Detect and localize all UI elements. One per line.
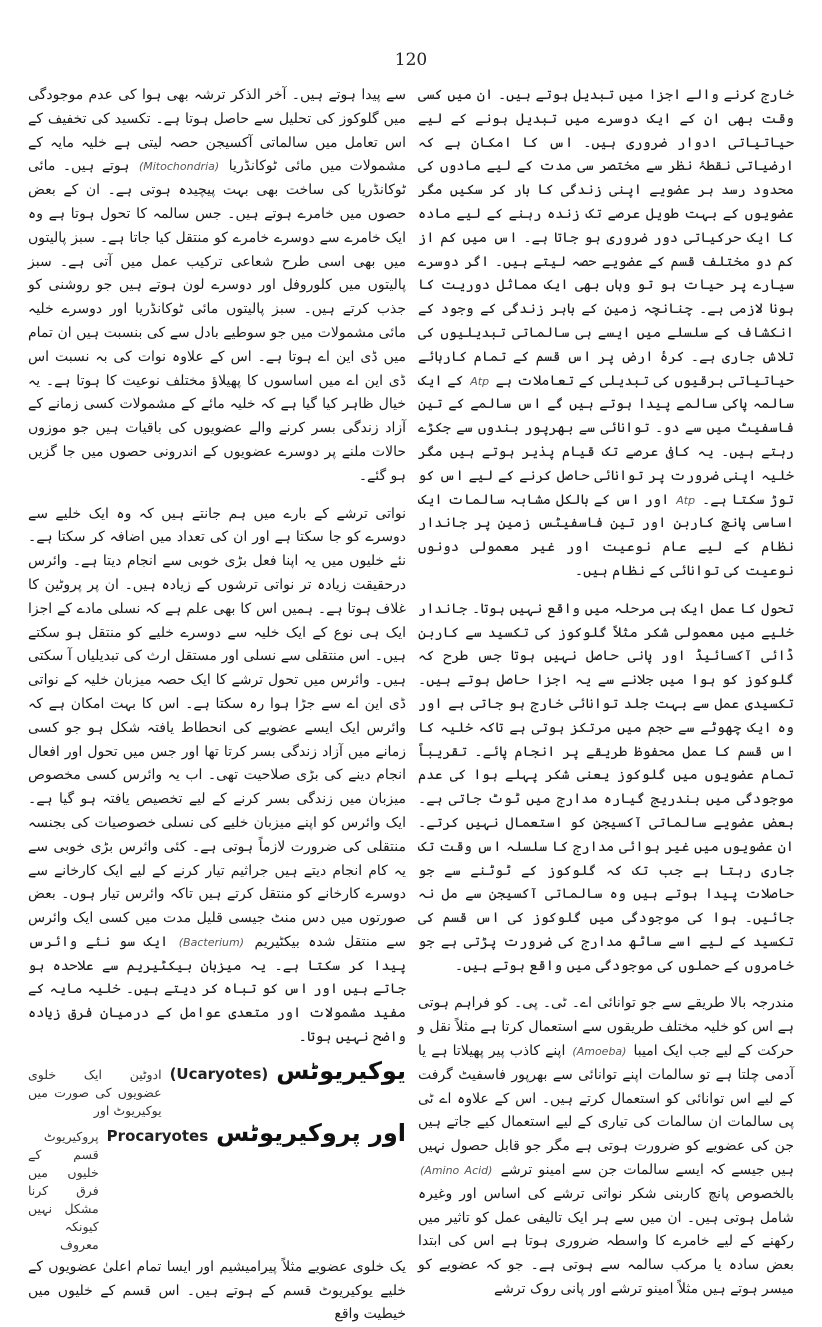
page-number: 120 [394,50,428,70]
paragraph-text: بالخصوص پانچ کاربنی شکر نواتی ترشے کی اساس اور وغیرہ شامل ہوتی ہیں۔ ان میں سے ہر ایک تالیفی عمل کو تاثیر میں رکھنے کے لیے خامرے کا واسطہ ضروری ہوتا ہے اس کی ابتدا بعض سادہ یا مرکب سالمہ سے ہوتی ہے۔ جو کہ عضویے کو میسر ہوتے ہیں مثلاً امینو ترشے اور پانی روک ترشے [418,1185,794,1298]
paragraph-text: اپنے کاذب پیر پھیلاتا ہے یا آدمی چلتا ہے تو سالمات اپنے توانائی سے بھرپور فاسفیٹ گرفت کے لیے اس توانائی کو استعمال کرتے ہیں۔ اس کے علاوہ اے ٹی پی سالمات ان سالمات کی تیاری کے لیے استعمال کیے جاتے ہیں جن کی عضویے کو ضرورت ہوتی ہے مگر جو قابل حصول نہیں ہیں جیسے کہ ایسے سالمات جن سے امینو ترشے [418,1043,794,1179]
heading-line [28,1056,406,1120]
heading-title: اور پروکیریوٹس [216,1118,406,1147]
term-label: Atp [676,493,696,507]
left-column [28,84,406,1327]
heading-term: (Ucaryotes) [169,1064,269,1083]
right-column [418,84,794,1302]
heading-side-text: پروکیریوٹ قسم کے خلیوں میں فرق کرنا مشکل نہیں کیونکہ معروف [28,1128,99,1252]
paragraph [418,992,794,1301]
paragraph-text: مندرجہ بالا طریقے سے جو توانائی اے۔ ٹی۔ پی۔ کو فراہم ہوتی ہے اس کو خلیہ مختلف طریقوں سے استعمال کرتا ہے مثلاً نقل و حرکت کے لیے جب ایک امیبا [418,995,794,1060]
paragraph-text: ہوتے ہیں۔ مائی ٹوکانڈریا کی ساخت بھی بہت پیچیدہ ہوتی ہے۔ ان کے بعض حصوں میں خامرے ہوتے ہیں۔ جس سالمہ کا تحول ہوتا ہے وہ ایک خامرے سے دوسرے خامرے کو منتقل کیا جاتا ہے۔ سبز پالیتوں میں بھی اسی طرح شعاعی ترکیب عمل میں آتی ہے۔ سبز پالیتوں میں کلوروفل اور دوسرے لون ہوتے ہیں جو روشنی کو جذب کرتے ہیں۔ سبز پالیتوں مائی ٹوکانڈریا اور دوسرے خلیہ مائی مشمولات میں جو سوطیے بادل سے کی بنسبت ہیں ان تمام میں ڈی این اے ہوتا ہے۔ اس کے علاوہ نوات کی بہ نسبت اس ڈی این اے میں اساسوں کا پھیلاؤ مختلف نوعیت کا ہوتا ہے۔ یہ خیال ظاہر کیا گیا ہے کہ خلیہ مائے کے مشمولات کسی زمانے کے آزاد زندگی بسر کرنے والے عضویوں کی باقیات ہیں جو موزوں حالات ملنے پر دوسرے عضویوں کے اندرونی حصوں میں جا گزیں ہو گئے۔ [28,158,406,484]
paragraph: تحول کا عمل ایک ہی مرحلہ میں واقع نہیں ہوتا۔ جاندار خلیے میں معمولی شکر مثلاً گلوکوز کی تکسید سے کاربن ڈائی آکسائیڈ اور پانی حاصل نہیں ہوتا جس طرح کہ گلوکوز کو ہوا میں جلانے سے یہ اجزا حاصل ہوتے ہیں۔ تکسیدی عمل سے بہت جلد توانائی خارج ہو جاتی ہے اور وہ ایک چھوٹے سے حجم میں مرتکز ہوتی ہے تاکہ خلیہ کا اس قسم کا عمل محفوظ طریقے پر انجام پائے۔ تقریباً تمام عضویوں میں گلوکوز یعنی شکر پہلے ہوا کی عدم موجودگی میں بندریج گیارہ مدارج میں ٹوٹ جاتی ہے۔ بعض عضویے سالماتی آکسیجن کو استعمال نہیں کرتے۔ ان عضویوں میں غیر ہوائی مدارج کا سلسلہ اس وقت تک جاری رہتا ہے جب تک کہ گلوکوز کے ٹوٹنے سے جو حاصلات پیدا ہوتے ہیں وہ سالماتی آکسیجن سے مل نہ جائیں۔ ہوا کی موجودگی میں گلوکوز کی اس قسم کی تکسید کے لیے اسے ساٹھ مدارج کی ضرورت پڑتی ہے جو خامروں کے حملوں کی موجودگی میں واقع ہوتے ہیں۔ [418,600,794,974]
term-label: (Amoeba) [572,1045,627,1059]
paragraph [418,84,794,584]
term-label: Atp [470,374,490,388]
term-label: (Amino Acid) [420,1164,493,1178]
section-heading [28,1056,406,1254]
paragraph [28,503,406,1050]
paragraph [28,84,406,489]
paragraph-text: اور اس کے بالکل مشابہ سالمات ایک اساسی پانچ کاربن اور تین فاسفیٹس زمین پر جاندار نظام کے لیے عام نوعیت اور غیر معمولی دونوں نوعیت کی توانائی کے نظام ہیں۔ [418,491,794,579]
paragraph-text: نواتی ترشے کے بارے میں ہم جانتے ہیں کہ وہ ایک خلیے سے دوسرے کو جا سکتا ہے اور ان کی تعداد میں اضافہ کر سکتا ہے۔ نئے خلیوں میں یہ اپنا فعل بڑی خوبی سے انجام دیتا ہے۔ وائرس درحقیقت زیادہ تر نواتی ترشوں کے زیادہ ہیں۔ ان پر پروٹین کا غلاف ہوتا ہے۔ ہمیں اس کا بھی علم ہے کہ نسلی مادے کے اجزا ایک ہی نوع کے ایک خلیہ سے دوسرے خلیے کو منتقل ہو سکتے ہیں۔ اس منتقلی سے نسلی اور مستقل ارث کی تبدیلیاں آ سکتی ہیں۔ وائرس میں تحول ترشے کا ایک حصہ میزبان خلیہ کے نواتی ڈی این اے سے جڑا ہوا رہ سکتا ہے۔ اس کا بہت امکان ہے کہ وائرس ایک ایسے عضویے کی انحطاط یافتہ شکل ہو جو کسی زمانے میں آزاد زندگی بسر کرتا تھا اور جس میں تحول اور افعال انجام دینے کی بڑی صلاحیت تھی۔ اب یہ وائرس کسی مخصوص میزبان میں زندگی بسر کرنے کے لیے تخصیص یافتہ ہو گیا ہے۔ ایک وائرس کو اپنے میزبان خلیے کی نسلی خصوصیات کی بجنسہ منتقلی کی ضرورت لازماً ہوتی ہے۔ کئی وائرس بڑی خوبی سے یہ کام انجام دیتے ہیں جراثیم تیار کرنے کے لیے ایک کارخانے سے دوسرے کارخانے کو منتقل کرتے ہیں تاکہ وائرس تیار ہوں۔ بعض صورتوں میں دس منٹ جیسی قلیل مدت میں کسی ایک وائرس سے منتقل شدہ بیکٹیریم [28,505,407,950]
term-label: (Bacterium) [178,935,245,949]
heading-title: یوکیریوٹس [276,1056,406,1085]
paragraph: یک خلوی عضویے مثلاً پیرامیشیم اور ایسا تمام اعلیٰ عضویوں کے خلیے یوکیریوٹ قسم کے ہوتے ہیں۔ اس قسم کے خلیوں میں خیطیت واقع [28,1258,406,1323]
heading-line [28,1118,406,1254]
paragraph-text: سے پیدا ہوتے ہیں۔ آخر الذکر ترشہ بھی ہوا کی عدم موجودگی میں گلوکوز کی تحلیل سے حاصل ہوتا ہے۔ تکسید کی تخفیف کے اس تعامل میں سالماتی آکسیجن حصہ لیتی ہے خلیہ مایہ کے مشمولات میں مائی ٹوکانڈریا [28,87,406,175]
term-label: (Mitochondria) [138,160,220,174]
paragraph-text: کے ایک سالمہ پاکی سالمے پیدا ہوتے ہیں گے اس سالمے کے تین فاسفیٹ میں سے دو۔ توانائی سے بھرپور بندوں سے جکڑے رہتے ہیں۔ یہ کافی عرصے تک قیام پذیر ہوتے ہیں مگر خلیہ اپنی ضرورت پر توانائی حاصل کرنے کے لیے اس کو توڑ سکتا ہے۔ [418,372,795,508]
heading-side-text: ادوٹین ایک خلوی عضویوں کی صورت میں یوکیریوٹ اور [28,1066,162,1118]
paragraph-text: ایک سو نئے وائرس پیدا کر سکتا ہے۔ یہ میزبان بیکٹیریم سے علاحدہ ہو جاتے ہیں اور اس کو تباہ کر دیتے ہیں۔ خلیہ مایہ کے مفید مشمولات اور متعدی عوامل کے درمیان فرق زیادہ واضح نہیں ہوتا۔ [28,933,406,1046]
heading-term: Procaryotes [106,1126,209,1145]
paragraph-text: خارج کرنے والے اجزا میں تبدیل ہوتے ہیں۔ ان میں کسی وقت بھی ان کے ایک دوسرے میں تبدیل ہونے کے لیے حیاتیاتی ادوار ضروری ہیں۔ اس کا امکان ہے کہ ارضیاتی نقطۂ نظر سے مختصر سی مدت کے لیے مادوں کی محدود رسد ہر عضویے اپنی زندگی کا بار کر سکیں مگر عضویوں کے بہت طویل عرصے تک زندہ رہنے کے لیے مادہ کا ایک حرکیاتی دور ضروری ہو جاتا ہے۔ اس میں کم از کم دو مختلف قسم کے عضویے حصہ لیتے ہیں۔ اگر دوسرے سیارے پر حیات ہو تو وہاں بھی ایک مماثل دوریت کا ہونا لازمی ہے۔ چنانچہ زمین کے باہر زندگی کے وجود کے انکشاف کے سلسلے میں ایسے ہی سالماتی تبدیلیوں کی تلاش جاری ہے۔ کرۂ ارض پر اس قسم کے تمام کارہائے حیاتیاتی برقیوں کی تبدیلی کے تعاملات ہے [418,87,795,389]
